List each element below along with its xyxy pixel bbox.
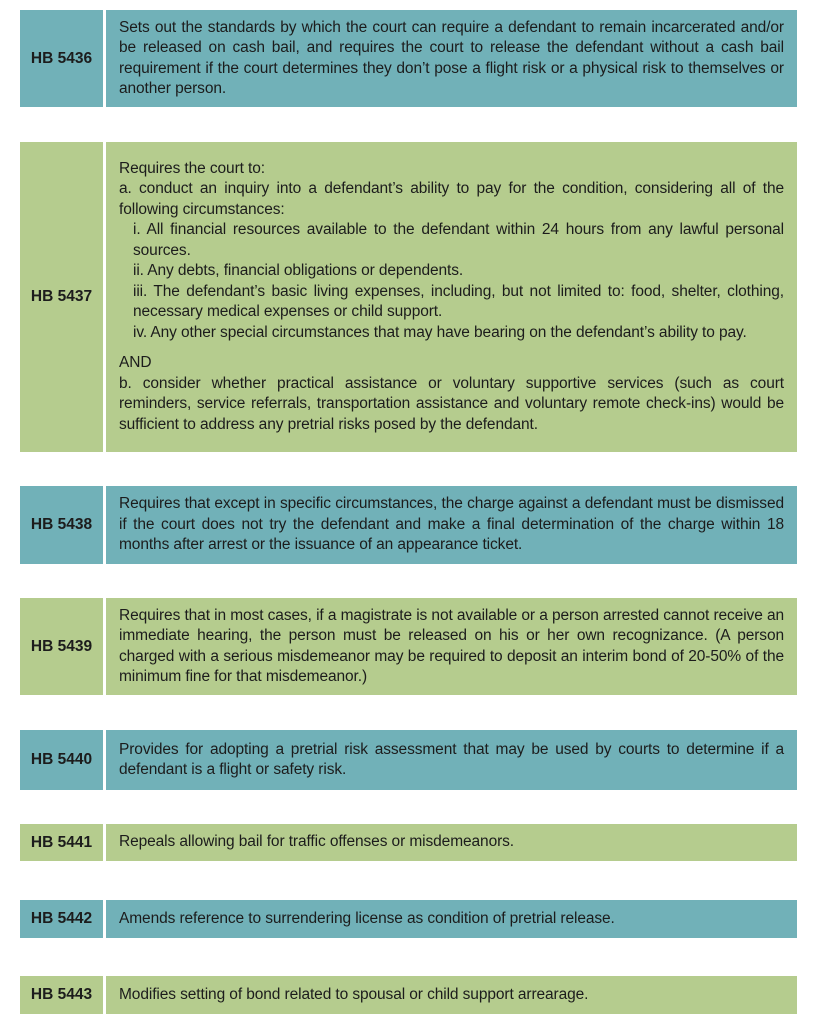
bill-subitem: iv. Any other special circumstances that may have bearing on the defendant’s ability to pay. xyxy=(133,323,747,341)
bill-text: Amends reference to surrendering license as condition of pretrial release. xyxy=(119,909,615,927)
bill-text: Repeals allowing bail for traffic offenses or misdemeanors. xyxy=(119,833,515,851)
bill-text: Requires that except in specific circumstances, the charge against a defendant must be dismissed if the court does not try the defendant and make a final determination of the charge within 18 months after arrest or the issuance of an appearance ticket. xyxy=(119,495,784,554)
bill-description xyxy=(106,824,797,861)
bill-description xyxy=(106,10,797,107)
bill-row-hb5439 xyxy=(20,598,797,695)
bill-subitem: ii. Any debts, financial obligations or dependents. xyxy=(133,262,464,280)
bill-row-hb5438 xyxy=(20,486,797,564)
bill-code: HB 5440 xyxy=(20,730,106,790)
bill-description xyxy=(106,976,797,1014)
bill-row-hb5441 xyxy=(20,824,797,861)
bill-part-b: b. consider whether practical assistance or voluntary supportive services (such as court reminders, service referrals, transportation assistance and voluntary remote check-ins) would be sufficient to address any pretrial risks posed by the defendant. xyxy=(119,374,784,433)
bill-row-hb5442 xyxy=(20,900,797,938)
bill-subitem: i. All financial resources available to the defendant within 24 hours from any lawful personal sources. xyxy=(133,221,784,259)
bill-description xyxy=(106,730,797,790)
bill-part-a: a. conduct an inquiry into a defendant’s ability to pay for the condition, considering all of the following circumstances: xyxy=(119,180,784,218)
bill-description xyxy=(106,598,797,695)
bill-code: HB 5437 xyxy=(20,142,106,452)
bill-code: HB 5443 xyxy=(20,976,106,1014)
bill-row-hb5443 xyxy=(20,976,797,1014)
bill-description xyxy=(106,142,797,452)
bill-description xyxy=(106,900,797,938)
bill-subitem: iii. The defendant’s basic living expenses, including, but not limited to: food, shelter, clothing, necessary medical expenses or child support. xyxy=(133,282,784,321)
bill-code: HB 5439 xyxy=(20,598,106,695)
bill-text: Requires that in most cases, if a magistrate is not available or a person arrested cannot receive an immediate hearing, the person must be released on his or her own recognizance. (A person charged with a serious misdemeanor may be required to deposit an interim bond of 20-50% of the minimum fine for that misdemeanor.) xyxy=(119,606,784,685)
bill-and: AND xyxy=(119,354,152,372)
bill-text: Sets out the standards by which the court can require a defendant to remain incarcerated and/or be released on cash bail, and requires the court to release the defendant without a cash bail requirement if the court determines they don’t pose a flight risk or a physical risk to themselves or another person. xyxy=(119,18,784,97)
bill-row-hb5440 xyxy=(20,730,797,790)
bill-code: HB 5438 xyxy=(20,486,106,564)
bill-code: HB 5441 xyxy=(20,824,106,861)
bill-row-hb5437 xyxy=(20,142,797,452)
bill-code: HB 5436 xyxy=(20,10,106,107)
bill-row-hb5436 xyxy=(20,10,797,107)
bill-description xyxy=(106,486,797,564)
bill-text: Modifies setting of bond related to spousal or child support arrearage. xyxy=(119,985,589,1003)
bill-code: HB 5442 xyxy=(20,900,106,938)
bill-text: Provides for adopting a pretrial risk assessment that may be used by courts to determine if a defendant is a flight or safety risk. xyxy=(119,740,784,778)
bill-intro: Requires the court to: xyxy=(119,159,265,177)
